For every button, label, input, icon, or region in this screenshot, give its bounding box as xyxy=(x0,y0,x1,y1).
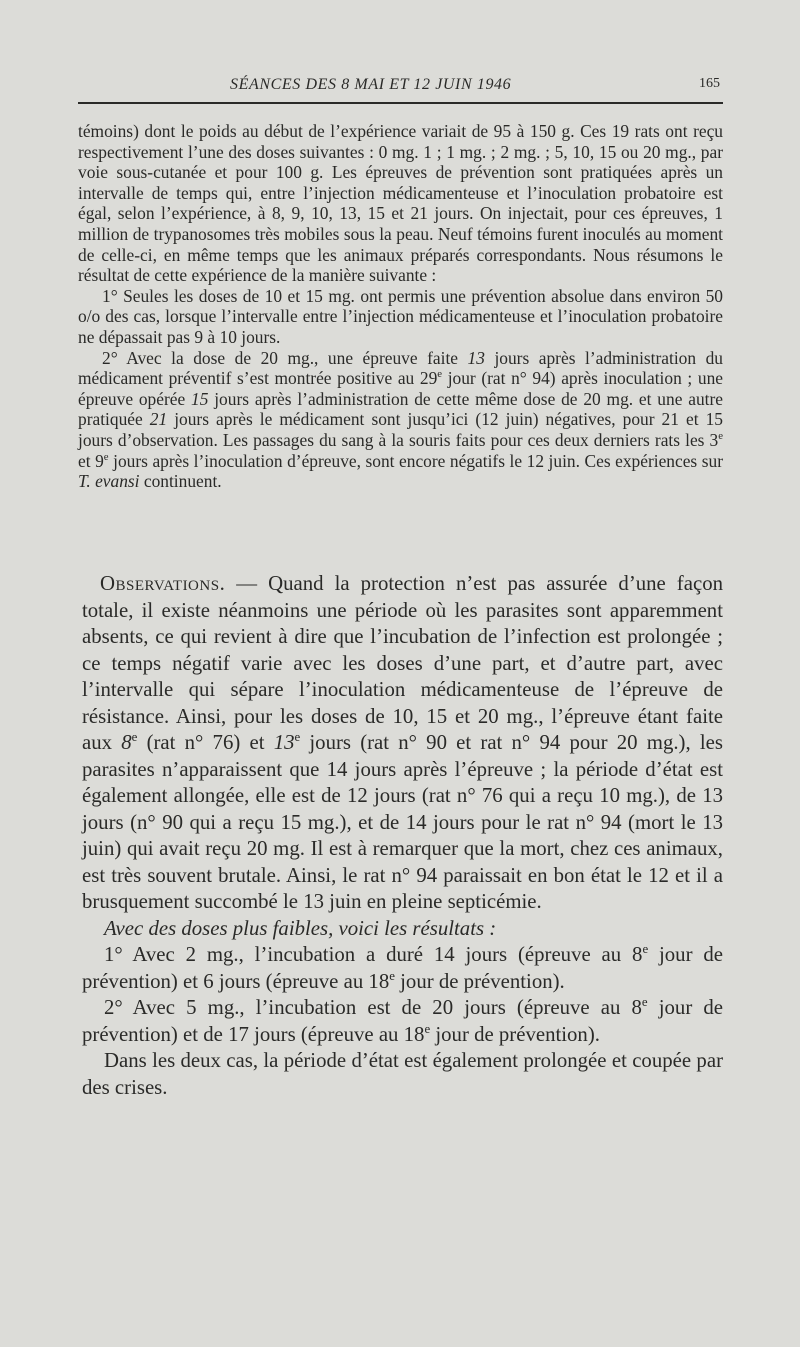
lower-dose-item-1: 1° Avec 2 mg., l’incubation a duré 14 jours (épreuve au 8e jour de prévention) et 6 jours (épreuve au 18e jour de prévention). xyxy=(82,942,723,993)
observations-heading: Observations. xyxy=(100,572,226,595)
lower-dose-item-2: 2° Avec 5 mg., l’incubation est de 20 jours (épreuve au 8e jour de prévention) et de 17 jours (épreuve au 18e jour de prévention). xyxy=(82,995,723,1046)
lower-doses-intro: Avec des doses plus faibles, voici les résultats : xyxy=(104,916,497,940)
result-item-2: 2° Avec la dose de 20 mg., une épreuve faite 13 jours après l’administration du médicament préventif s’est montrée positive au 29e jour (rat n° 94) après inoculation ; une épreuve opérée 15 jours après l’administration de cette même dose de 20 mg. et une autre pratiquée 21 jours après le médicament sont jusqu’ici (12 juin) négatives, pour 21 et 15 jours d’observation. Les passages du sang à la souris faits pour ces deux derniers rats les 3e et 9e jours après l’inoculation d’épreuve, sont encore négatifs le 12 juin. Ces expériences sur T. evansi continuent. xyxy=(78,347,724,492)
observations-section xyxy=(82,571,723,1101)
conclusion-paragraph: Dans les deux cas, la période d’état est également prolongée et coupée par des crises. xyxy=(82,1049,723,1099)
running-head: SÉANCES DES 8 MAI ET 12 JUIN 1946 xyxy=(230,76,512,93)
page-number: 165 xyxy=(699,76,720,91)
paragraph-continuation: témoins) dont le poids au début de l’expérience variait de 95 à 150 g. Ces 19 rats ont reçu respectivement l’une des doses suivantes : 0 mg. 1 ; 1 mg. ; 2 mg. ; 5, 10, 15 ou 20 mg., par voie sous-cutanée et pour 100 g. Les épreuves de prévention sont pratiquées après un intervalle de temps qui, entre l’injection médicamenteuse et l’inoculation probatoire est égal, selon l’expérience, à 8, 9, 10, 13, 15 et 21 jours. On injectait, pour ces épreuves, 1 million de trypanosomes très mobiles sous la peau. Neuf témoins furent inoculés au moment de celle-ci, en même temps que les animaux préparés correspondants. Nous résumons le résultat de cette expérience de la manière suivante : xyxy=(78,121,723,286)
result-item-1: 1° Seules les doses de 10 et 15 mg. ont permis une prévention absolue dans environ 50 o/o des cas, lorsque l’intervalle entre l’injection médicamenteuse et l’inoculation probatoire ne dépassait pas 9 à 10 jours. xyxy=(78,285,723,347)
experiment-results-section xyxy=(78,121,723,492)
header-rule xyxy=(78,102,723,104)
observations-paragraph: Observations. — Quand la protection n’est pas assurée d’une façon totale, il existe néanmoins une période où les parasites sont apparemment absents, ce qui revient à dire que l’incubation de l’infection est prolongée ; ce temps négatif varie avec les doses d’une part, et d’autre part, avec l’intervalle qui sépare l’inoculation médicamenteuse de l’épreuve de résistance. Ainsi, pour les doses de 10, 15 et 20 mg., l’épreuve étant faite aux 8e (rat n° 76) et 13e jours (rat n° 90 et rat n° 94 pour 20 mg.), les parasites n’apparaissent que 14 jours après l’épreuve ; la période d’état est également allongée, elle est de 12 jours (rat n° 76 qui a reçu 10 mg.), de 13 jours (n° 90 qui a reçu 15 mg.), et de 14 jours pour le rat n° 94 (mort le 13 juin) qui avait reçu 20 mg. Il est à remarquer que la mort, chez ces animaux, est très souvent brutale. Ainsi, le rat n° 94 paraissait en bon état le 12 et il a brusquement succombé le 13 juin en pleine septicémie. xyxy=(82,572,723,913)
